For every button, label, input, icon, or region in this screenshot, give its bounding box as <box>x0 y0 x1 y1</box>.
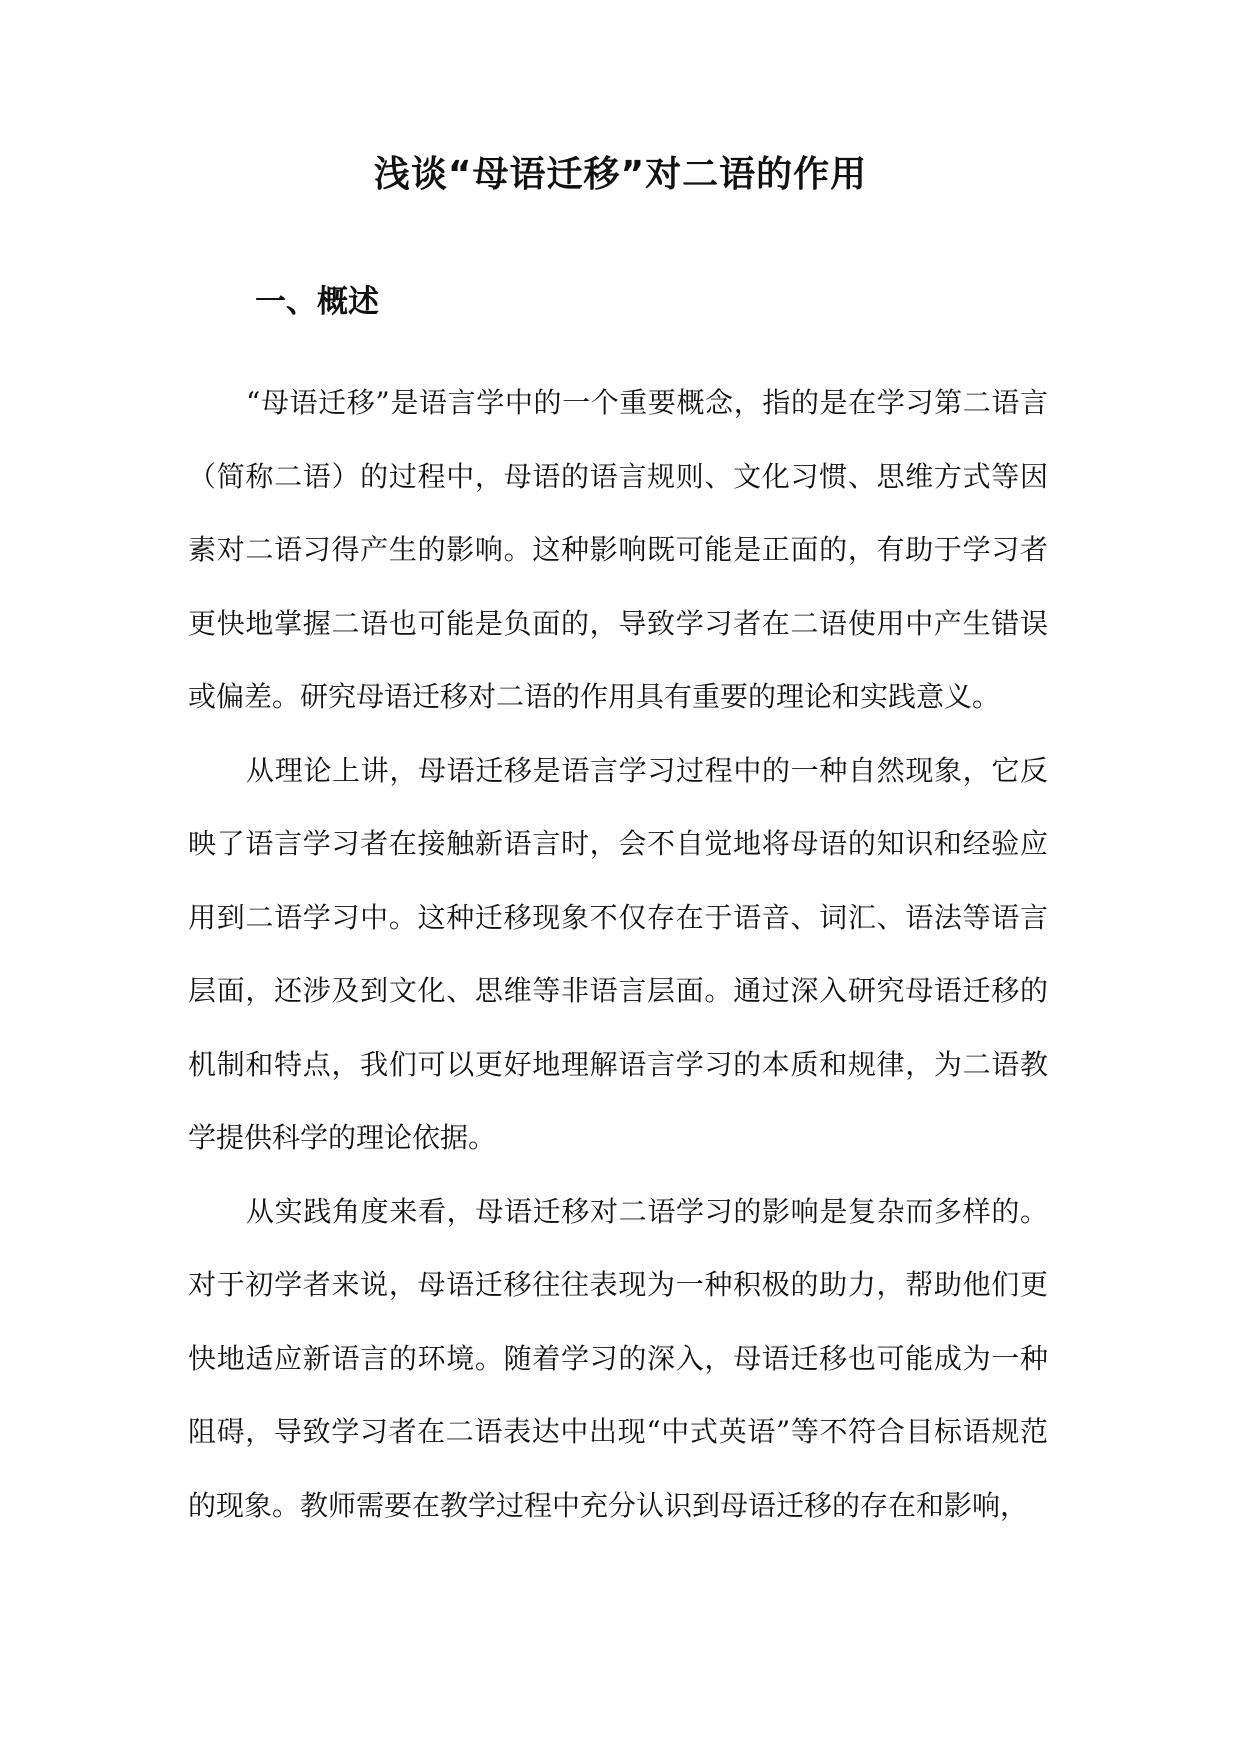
section-heading: 一、概述 <box>255 284 379 320</box>
document-body <box>188 366 1048 1542</box>
paragraph-1: “母语迁移”是语言学中的一个重要概念，指的是在学习第二语言（简称二语）的过程中，母语的语言规则、文化习惯、思维方式等因素对二语习得产生的影响。这种影响既可能是正面的，有助于学习者更快地掌握二语也可能是负面的，导致学习者在二语使用中产生错误或偏差。研究母语迁移对二语的作用具有重要的理论和实践意义。 <box>188 386 1048 713</box>
page-title: 浅谈“母语迁移”对二语的作用 <box>373 154 868 195</box>
paragraph-3: 从实践角度来看，母语迁移对二语学习的影响是复杂而多样的。对于初学者来说，母语迁移往往表现为一种积极的助力，帮助他们更快地适应新语言的环境。随着学习的深入，母语迁移也可能成为一种阻碍，导致学习者在二语表达中出现“中式英语”等不符合目标语规范的现象。教师需要在教学过程中充分认识到母语迁移的存在和影响， <box>188 1194 1048 1522</box>
paragraph-2: 从理论上讲，母语迁移是语言学习过程中的一种自然现象，它反映了语言学习者在接触新语言时，会不自觉地将母语的知识和经验应用到二语学习中。这种迁移现象不仅存在于语音、词汇、语法等语言层面，还涉及到文化、思维等非语言层面。通过深入研究母语迁移的机制和特点，我们可以更好地理解语言学习的本质和规律，为二语教学提供科学的理论依据。 <box>188 753 1048 1154</box>
